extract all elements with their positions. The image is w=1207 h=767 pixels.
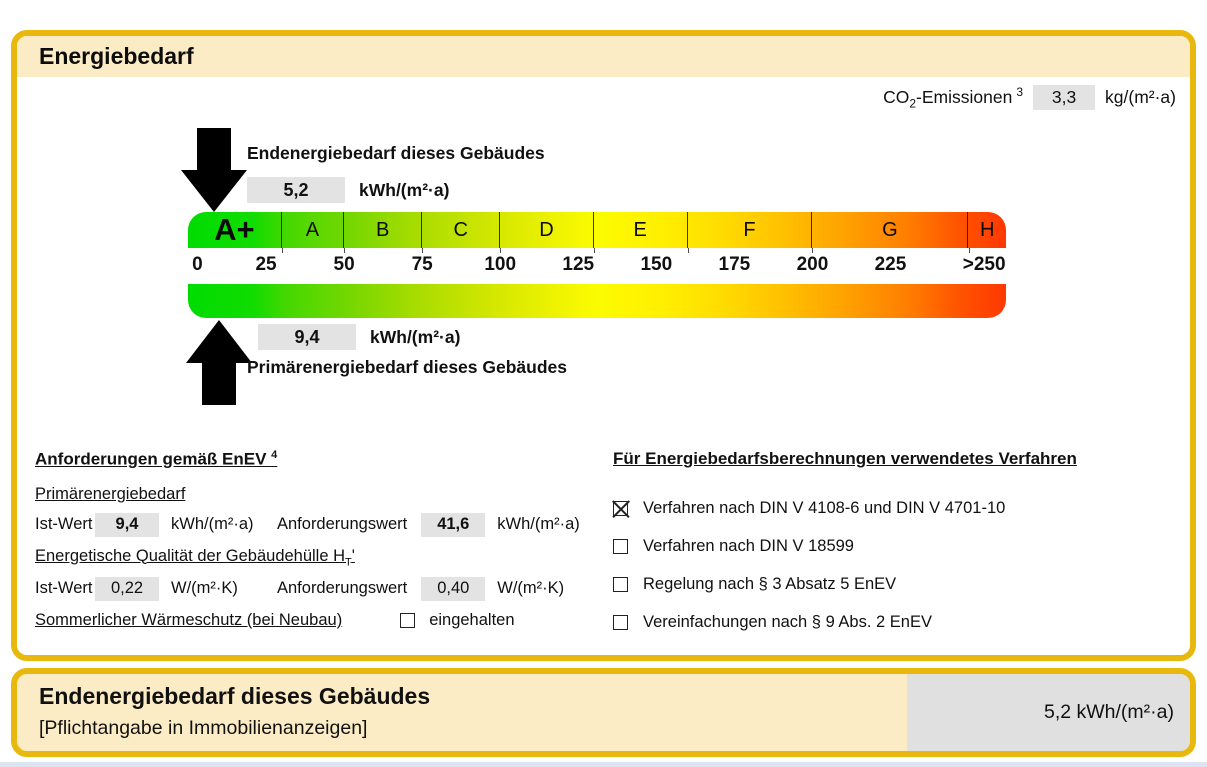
end-energy-value-row [247, 177, 449, 203]
summary-subtitle: [Pflichtangabe in Immobilienanzeigen] [39, 717, 368, 739]
scale-class-b: B [344, 212, 422, 248]
scale-tick-label: 50 [333, 254, 355, 275]
envelope-req-unit: W/(m²·K) [497, 579, 565, 598]
end-energy-unit: kWh/(m²·a) [359, 179, 450, 200]
scale-tick-label: 100 [484, 254, 517, 275]
envelope-ist-unit: W/(m²·K) [171, 579, 238, 598]
primary-req-unit: kWh/(m²·a) [497, 515, 580, 534]
scale-class-c: C [422, 212, 500, 248]
scale-boundary-tick [969, 248, 970, 253]
scale-boundary-tick [812, 248, 813, 253]
panel-title-bar [17, 36, 1190, 77]
scale-boundary-tick [594, 248, 595, 253]
scale-class-a: A [282, 212, 344, 248]
primary-energy-arrow-icon [186, 320, 252, 405]
summer-protection-row [35, 611, 600, 630]
method-item [613, 575, 1173, 594]
scale-tick-label: 200 [796, 254, 829, 275]
scale-class-aplus: A+ [188, 212, 282, 248]
scale-tick-label: 25 [255, 254, 277, 275]
co2-unit: kg/(m²·a) [1105, 87, 1176, 108]
primary-ist-value-box: 9,4 [95, 513, 159, 537]
page-bottom-strip [0, 762, 1207, 767]
method-checkbox[interactable] [613, 615, 628, 630]
scale-boundary-tick [344, 248, 345, 253]
scale-number-strip [188, 248, 1006, 284]
primary-energy-label: Primärenergiebedarf dieses Gebäudes [247, 357, 567, 377]
page-title: Energiebedarf [39, 43, 194, 69]
method-item [613, 499, 1173, 518]
summary-value-box: 5,2 kWh/(m²·a) [907, 674, 1190, 751]
scale-boundary-tick [500, 248, 501, 253]
primary-energy-value-row [258, 324, 460, 350]
panel-content [17, 77, 1190, 655]
method-checkbox[interactable] [613, 501, 628, 516]
scale-class-h: H [979, 218, 995, 241]
anforderungswert-label: Anforderungswert [277, 515, 408, 534]
requirements-column [35, 449, 600, 630]
primary-values-row [35, 513, 600, 537]
primary-req-value-box: 41,6 [421, 513, 485, 537]
summer-protection-label: Sommerlicher Wärmeschutz (bei Neubau) [35, 610, 343, 629]
co2-label: $CO_2$-Emissionen $^3$ [883, 85, 1024, 111]
scale-class-f: F [688, 212, 813, 248]
scale-class-band [188, 212, 1006, 248]
primary-ist-unit: kWh/(m²·a) [171, 515, 254, 534]
end-energy-label: Endenergiebedarf dieses Gebäudes [247, 143, 545, 163]
envelope-ist-value-box: 0,22 [95, 577, 159, 601]
anforderungswert-label: Anforderungswert [277, 579, 408, 598]
envelope-req-value-box: 0,40 [421, 577, 485, 601]
methods-list [613, 499, 1173, 632]
summary-inner [17, 674, 1190, 751]
scale-class-e: E [594, 212, 688, 248]
method-checkbox[interactable] [613, 577, 628, 592]
scale-class-g: G [812, 212, 968, 248]
method-label: Regelung nach § 3 Absatz 5 EnEV [643, 575, 897, 593]
scale-class-d: D [500, 212, 594, 248]
scale-boundary-tick [422, 248, 423, 253]
summary-title: Endenergiebedarf dieses Gebäudes [39, 683, 431, 709]
primary-section-label: Primärenergiebedarf [35, 484, 186, 503]
scale-tick-label: 0 [192, 254, 203, 275]
method-item [613, 537, 1173, 556]
energiebedarf-panel [11, 30, 1196, 661]
co2-emissions-row [883, 85, 1176, 110]
method-label: Vereinfachungen nach § 9 Abs. 2 EnEV [643, 613, 932, 631]
envelope-values-row [35, 577, 600, 601]
methods-heading: Für Energiebedarfsberechnungen verwendetes Verfahren [613, 449, 1077, 468]
scale-tick-label: 150 [640, 254, 673, 275]
primary-energy-value-box: 9,4 [258, 324, 356, 350]
method-item [613, 613, 1173, 632]
envelope-section-label: Energetische Qualität der Gebäudehülle $H_T'$ [35, 546, 355, 568]
scale-tick-label: >250 [962, 254, 1006, 275]
summer-checkbox[interactable] [400, 613, 415, 628]
requirements-heading: Anforderungen gemäß EnEV $^4$ [35, 449, 278, 469]
scale-boundary-tick [688, 248, 689, 253]
co2-value-box: 3,3 [1033, 85, 1095, 110]
scale-tick-label: 125 [562, 254, 595, 275]
scale-tick-label: 175 [718, 254, 751, 275]
scale-primary-band [188, 284, 1006, 318]
scale-boundary-tick [282, 248, 283, 253]
energy-scale [188, 212, 1006, 318]
ist-wert-label: Ist-Wert [35, 579, 93, 598]
method-checkbox[interactable] [613, 539, 628, 554]
method-label: Verfahren nach DIN V 4108-6 und DIN V 4701-10 [643, 499, 1006, 517]
primary-energy-unit: kWh/(m²·a) [370, 326, 461, 347]
end-energy-value-box: 5,2 [247, 177, 345, 203]
scale-tick-label: 225 [874, 254, 907, 275]
end-energy-arrow-icon [181, 128, 247, 212]
end-energy-summary-panel [11, 668, 1196, 757]
methods-column [613, 449, 1173, 651]
summer-checkbox-label: eingehalten [429, 610, 515, 629]
ist-wert-label: Ist-Wert [35, 515, 93, 534]
method-label: Verfahren nach DIN V 18599 [643, 537, 854, 555]
scale-tick-label: 75 [411, 254, 433, 275]
